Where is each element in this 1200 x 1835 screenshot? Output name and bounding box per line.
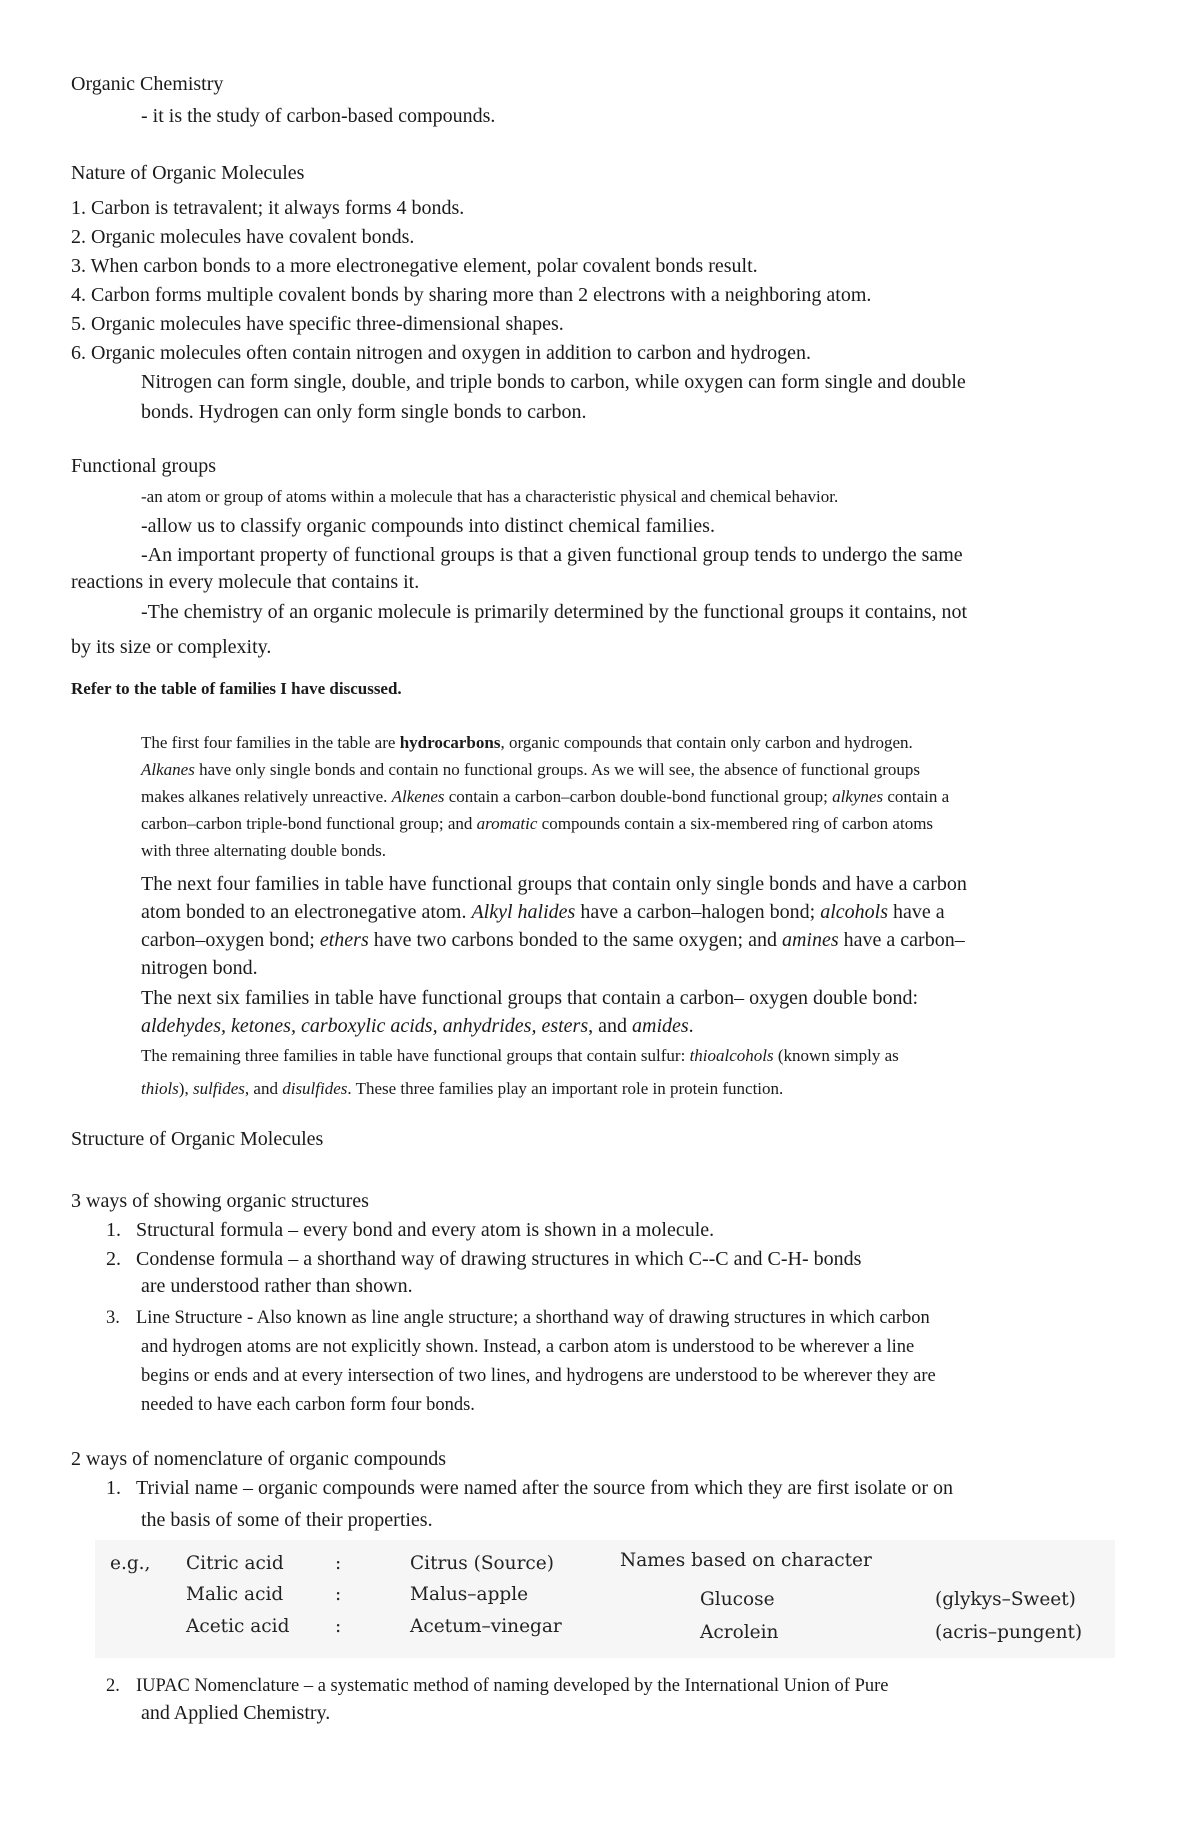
families-p4-line [141,1076,783,1102]
heading-nomenclature: 2 ways of nomenclature of organic compounds [71,1448,447,1470]
list-number: 1. [106,1477,121,1499]
families-p4-line [141,1043,899,1069]
text-run: atom bonded to an electronegative atom. [141,901,472,923]
structure-item-1 [106,1217,714,1243]
text-run: . These three families play an important role in protein function. [347,1079,784,1098]
text-run: , and [244,1079,283,1098]
character-origin: (acris–pungent) [935,1622,1083,1643]
term-sulfides: sulfides [192,1079,245,1098]
families-p2-line: nitrogen bond. [141,957,258,979]
example-source: Acetum–vinegar [410,1616,562,1637]
families-p1-line [141,784,949,810]
term-amides: amides [632,1015,689,1037]
eg-label: e.g., [110,1553,151,1574]
list-number: 3. [106,1308,120,1328]
fg-line: -an atom or group of atoms within a molecule that has a characteristic physical and chemical behavior. [141,487,839,506]
text-run: (known simply as [773,1046,899,1065]
term-alkanes: Alkanes [141,760,195,779]
nature-item: 6. Organic molecules often contain nitrogen and oxygen in addition to carbon and hydrogen. [71,342,811,364]
structure-subtitle: 3 ways of showing organic structures [71,1190,369,1212]
text-run: contain a carbon–carbon double-bond functional group; [444,787,833,806]
character-name: Acrolein [700,1622,779,1643]
definition-organic-chemistry: - it is the study of carbon-based compounds. [141,105,496,127]
nature-note-line: Nitrogen can form single, double, and triple bonds to carbon, while oxygen can form single and double [141,371,966,393]
nature-item: 2. Organic molecules have covalent bonds. [71,226,415,248]
example-separator: : [335,1553,342,1574]
list-number: 2. [106,1676,120,1696]
text-run: have a [888,901,945,923]
nature-item: 5. Organic molecules have specific three-dimensional shapes. [71,313,564,335]
text-run: carbon–carbon triple-bond functional group; and [141,814,477,833]
text-run: . [688,1015,694,1037]
term-alkyl-halides: Alkyl halides [471,901,576,923]
text-run: have a carbon–halogen bond; [575,901,821,923]
term-alkynes: alkynes [832,787,884,806]
nature-item: 4. Carbon forms multiple covalent bonds by sharing more than 2 electrons with a neighboring atom. [71,284,872,306]
nomenclature-item-1 [106,1475,953,1501]
text-run: have a carbon– [838,929,965,951]
example-source: Citrus (Source) [410,1553,554,1574]
families-p2-line [141,927,965,953]
term-alcohols: alcohols [820,901,889,923]
text-run: contain a [883,787,950,806]
term-thioalcohols: thioalcohols [689,1046,774,1065]
term-thiols: thiols [141,1079,179,1098]
text-run: compounds contain a six-membered ring of carbon atoms [537,814,934,833]
fg-line: reactions in every molecule that contains it. [71,571,420,593]
example-source: Malus–apple [410,1584,529,1605]
example-name: Acetic acid [186,1616,290,1637]
text-run: have only single bonds and contain no functional groups. As we will see, the absence of functional groups [194,760,921,779]
term-amines: amines [781,929,839,951]
text-run: Trivial name – organic compounds were named after the source from which they are first isolate or on [136,1477,953,1499]
structure-item-3-cont: needed to have each carbon form four bonds. [141,1395,475,1415]
text-run: Structural formula – every bond and every atom is shown in a molecule. [136,1219,715,1241]
structure-item-3-cont: and hydrogen atoms are not explicitly shown. Instead, a carbon atom is understood to be wherever a line [141,1337,915,1357]
term-hydrocarbons: hydrocarbons [399,733,501,752]
families-p2-line [141,899,945,925]
character-origin: (glykys–Sweet) [935,1589,1076,1610]
structure-item-3 [106,1305,930,1331]
nomenclature-item-1-cont: the basis of some of their properties. [141,1509,433,1531]
heading-organic-chemistry: Organic Chemistry [71,73,224,95]
text-run: The remaining three families in table have functional groups that contain sulfur: [141,1046,690,1065]
example-name: Malic acid [186,1584,284,1605]
term-alkenes: Alkenes [391,787,445,806]
list-number: 2. [106,1248,121,1270]
fg-line: by its size or complexity. [71,636,272,658]
text-run: makes alkanes relatively unreactive. [141,787,392,806]
character-name: Glucose [700,1589,775,1610]
families-p3-line: The next six families in table have functional groups that contain a carbon– oxygen double bond: [141,987,919,1009]
heading-nature: Nature of Organic Molecules [71,162,305,184]
families-p3-line [141,1013,694,1039]
nature-item: 3. When carbon bonds to a more electronegative element, polar covalent bonds result. [71,255,758,277]
families-p2-line: The next four families in table have functional groups that contain only single bonds and have a carbon [141,873,967,895]
text-run: The first four families in the table are [141,733,400,752]
refer-note: Refer to the table of families I have discussed. [71,679,402,698]
text-run: Condense formula – a shorthand way of drawing structures in which C--C and C-H- bonds [136,1248,862,1270]
example-separator: : [335,1616,342,1637]
fg-line: -An important property of functional groups is that a given functional group tends to undergo the same [141,544,963,566]
structure-item-2-cont: are understood rather than shown. [141,1275,413,1297]
fg-line: -allow us to classify organic compounds into distinct chemical families. [141,515,715,537]
nomenclature-item-2-cont: and Applied Chemistry. [141,1702,331,1724]
text-run: Line Structure - Also known as line angle structure; a shorthand way of drawing structures in which carbon [136,1308,930,1328]
text-run: ), [178,1079,193,1098]
families-p1-line [141,811,933,837]
heading-functional-groups: Functional groups [71,455,216,477]
text-run: , and [588,1015,632,1037]
families-p1-line [141,757,920,783]
term-disulfides: disulfides [282,1079,348,1098]
fg-line: -The chemistry of an organic molecule is primarily determined by the functional groups it contains, not [141,601,968,623]
list-number: 1. [106,1219,121,1241]
character-header: Names based on character [620,1550,872,1571]
text-run: carbon–oxygen bond; [141,929,320,951]
nature-item: 1. Carbon is tetravalent; it always forms 4 bonds. [71,197,465,219]
example-separator: : [335,1584,342,1605]
nature-note-line: bonds. Hydrogen can only form single bonds to carbon. [141,401,587,423]
text-run: IUPAC Nomenclature – a systematic method of naming developed by the International Union of Pure [136,1676,889,1696]
families-p1-line: with three alternating double bonds. [141,841,387,860]
term-aromatic: aromatic [476,814,538,833]
text-run: , organic compounds that contain only carbon and hydrogen. [500,733,913,752]
families-p1-line [141,730,913,756]
text-run: have two carbons bonded to the same oxygen; and [368,929,782,951]
structure-item-3-cont: begins or ends and at every intersection of two lines, and hydrogens are understood to be wherever they are [141,1366,936,1386]
example-name: Citric acid [186,1553,284,1574]
nomenclature-item-2 [106,1673,889,1699]
term-carbonyl-families: aldehydes, ketones, carboxylic acids, anhydrides, esters [141,1015,589,1037]
term-ethers: ethers [319,929,369,951]
heading-structure: Structure of Organic Molecules [71,1128,324,1150]
structure-item-2 [106,1246,861,1272]
